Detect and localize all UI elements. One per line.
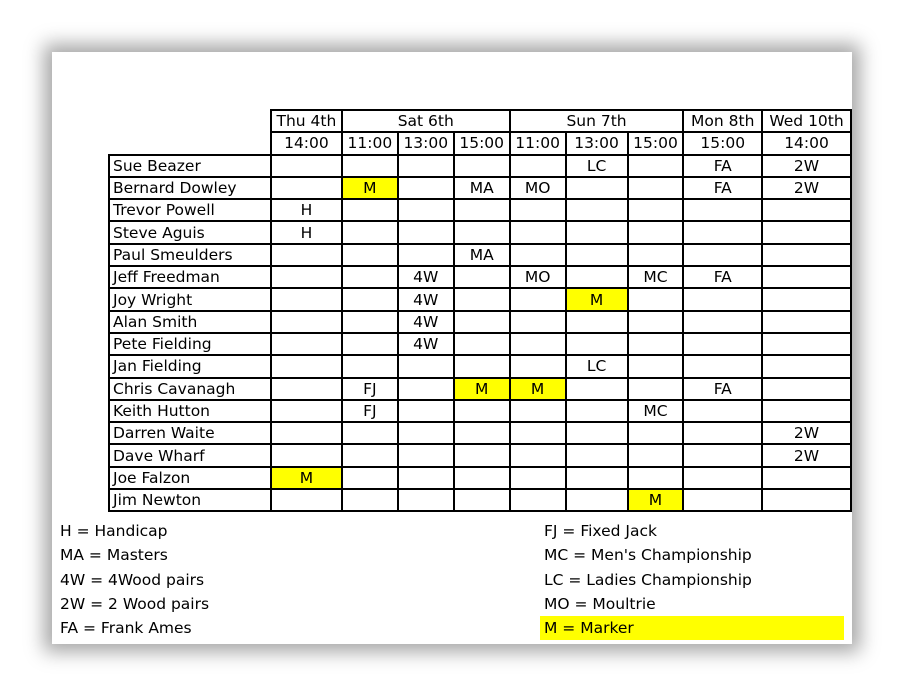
schedule-cell[interactable]: LC (566, 355, 628, 377)
schedule-cell[interactable] (454, 333, 510, 355)
corner-cell (109, 110, 271, 132)
schedule-cell[interactable] (342, 155, 398, 177)
schedule-cell[interactable] (762, 244, 851, 266)
player-name-cell[interactable]: Bernard Dowley (109, 177, 271, 199)
table-row (109, 489, 851, 511)
schedule-cell[interactable] (762, 266, 851, 288)
schedule-cell[interactable] (683, 467, 762, 489)
player-name-cell[interactable]: Trevor Powell (109, 199, 271, 221)
player-rows (109, 155, 851, 512)
player-name-cell[interactable]: Jeff Freedman (109, 266, 271, 288)
time-header: 14:00 (271, 132, 342, 154)
schedule-cell[interactable] (271, 177, 342, 199)
schedule-cell[interactable]: FA (683, 266, 762, 288)
time-header-row (109, 132, 851, 154)
schedule-cell[interactable] (510, 311, 566, 333)
schedule-cell[interactable] (762, 378, 851, 400)
schedule-cell[interactable]: 4W (398, 288, 454, 310)
player-name-cell[interactable]: Darren Waite (109, 422, 271, 444)
time-header: 15:00 (628, 132, 684, 154)
schedule-cell[interactable] (342, 467, 398, 489)
player-name-cell[interactable]: Joe Falzon (109, 467, 271, 489)
schedule-cell[interactable] (762, 467, 851, 489)
schedule-cell[interactable] (566, 400, 628, 422)
schedule-cell[interactable] (628, 288, 684, 310)
schedule-cell[interactable] (566, 467, 628, 489)
schedule-cell[interactable] (342, 221, 398, 243)
schedule-cell[interactable] (628, 378, 684, 400)
schedule-cell[interactable] (510, 333, 566, 355)
legend-item: H = Handicap (60, 522, 168, 540)
schedule-cell[interactable] (510, 221, 566, 243)
table-row (109, 355, 851, 377)
schedule-cell[interactable] (628, 199, 684, 221)
schedule-cell[interactable]: MO (510, 266, 566, 288)
corner-cell (109, 132, 271, 154)
schedule-cell[interactable] (398, 444, 454, 466)
legend-item: MC = Men's Championship (544, 546, 752, 565)
schedule-cell[interactable]: M (271, 467, 342, 489)
schedule-cell[interactable]: MA (454, 244, 510, 266)
schedule-cell[interactable] (566, 444, 628, 466)
player-name-cell[interactable]: Paul Smeulders (109, 244, 271, 266)
schedule-cell[interactable] (271, 489, 342, 511)
schedule-cell[interactable] (271, 155, 342, 177)
schedule-cell[interactable] (683, 489, 762, 511)
schedule-cell[interactable] (566, 221, 628, 243)
schedule-cell[interactable] (510, 489, 566, 511)
time-header: 15:00 (454, 132, 510, 154)
schedule-cell[interactable] (628, 221, 684, 243)
schedule-cell[interactable] (762, 355, 851, 377)
schedule-cell[interactable] (454, 311, 510, 333)
schedule-cell[interactable] (271, 311, 342, 333)
day-header-wed: Wed 10th (762, 110, 851, 132)
schedule-cell[interactable] (398, 355, 454, 377)
legend-left (56, 519, 209, 640)
legend-item: 2W = 2 Wood pairs (60, 594, 210, 613)
schedule-cell[interactable]: 2W (762, 444, 851, 466)
schedule-cell[interactable] (454, 355, 510, 377)
schedule-cell[interactable] (454, 221, 510, 243)
table-row (109, 155, 851, 177)
schedule-cell[interactable] (683, 422, 762, 444)
schedule-cell[interactable]: LC (566, 155, 628, 177)
schedule-cell[interactable] (398, 177, 454, 199)
schedule-cell[interactable] (454, 489, 510, 511)
legend-item: 4W = 4Wood pairs (60, 570, 205, 589)
schedule-cell[interactable] (454, 467, 510, 489)
schedule-cell[interactable] (454, 155, 510, 177)
table-row (109, 288, 851, 310)
schedule-cell[interactable]: FJ (342, 400, 398, 422)
schedule-cell[interactable] (762, 288, 851, 310)
schedule-cell[interactable]: M (510, 378, 566, 400)
schedule-cell[interactable] (398, 489, 454, 511)
schedule-cell[interactable] (762, 199, 851, 221)
table-row (109, 177, 851, 199)
player-name-cell[interactable]: Keith Hutton (109, 400, 271, 422)
schedule-cell[interactable] (510, 155, 566, 177)
player-name-cell[interactable]: Chris Cavanagh (109, 378, 271, 400)
table-row (109, 221, 851, 243)
player-name-cell[interactable]: Jim Newton (109, 489, 271, 511)
table-row (109, 422, 851, 444)
time-header: 15:00 (683, 132, 762, 154)
schedule-cell[interactable]: FA (683, 177, 762, 199)
schedule-cell[interactable] (683, 311, 762, 333)
schedule-cell[interactable] (342, 288, 398, 310)
schedule-cell[interactable] (566, 311, 628, 333)
schedule-cell[interactable] (342, 311, 398, 333)
schedule-cell[interactable] (628, 333, 684, 355)
day-header-thu: Thu 4th (271, 110, 342, 132)
time-header: 11:00 (510, 132, 566, 154)
schedule-cell[interactable] (271, 244, 342, 266)
schedule-cell[interactable] (271, 266, 342, 288)
schedule-cell[interactable] (566, 177, 628, 199)
spreadsheet-sheet (52, 52, 852, 644)
table-row (109, 199, 851, 221)
schedule-cell[interactable] (683, 333, 762, 355)
schedule-cell[interactable]: M (628, 489, 684, 511)
schedule-cell[interactable] (510, 467, 566, 489)
schedule-cell[interactable] (342, 333, 398, 355)
schedule-cell[interactable]: 4W (398, 266, 454, 288)
table-row (109, 467, 851, 489)
time-header: 13:00 (566, 132, 628, 154)
schedule-cell[interactable]: FJ (342, 378, 398, 400)
time-header: 13:00 (398, 132, 454, 154)
schedule-cell[interactable]: H (271, 221, 342, 243)
schedule-cell[interactable]: 2W (762, 177, 851, 199)
schedule-cell[interactable] (628, 444, 684, 466)
schedule-cell[interactable]: 4W (398, 333, 454, 355)
schedule-cell[interactable] (510, 422, 566, 444)
schedule-cell[interactable] (683, 221, 762, 243)
schedule-cell[interactable]: M (342, 177, 398, 199)
schedule-cell[interactable] (271, 444, 342, 466)
schedule-cell[interactable]: MC (628, 400, 684, 422)
schedule-table (108, 109, 852, 512)
schedule-cell[interactable] (628, 155, 684, 177)
schedule-cell[interactable] (683, 444, 762, 466)
table-row (109, 244, 851, 266)
schedule-cell[interactable] (342, 266, 398, 288)
table-row (109, 266, 851, 288)
time-header: 11:00 (342, 132, 398, 154)
day-header-sat: Sat 6th (342, 110, 510, 132)
schedule-cell[interactable] (566, 378, 628, 400)
schedule-cell[interactable] (454, 400, 510, 422)
schedule-cell[interactable] (454, 266, 510, 288)
schedule-cell[interactable] (683, 355, 762, 377)
schedule-cell[interactable] (683, 199, 762, 221)
schedule-cell[interactable]: 2W (762, 155, 851, 177)
schedule-cell[interactable] (398, 155, 454, 177)
schedule-cell[interactable] (454, 422, 510, 444)
schedule-cell[interactable] (398, 400, 454, 422)
schedule-cell[interactable]: H (271, 199, 342, 221)
schedule-cell[interactable] (510, 444, 566, 466)
legend-right (540, 519, 844, 640)
table-row (109, 311, 851, 333)
schedule-cell[interactable] (271, 288, 342, 310)
schedule-cell[interactable] (566, 199, 628, 221)
schedule-cell[interactable]: FA (683, 155, 762, 177)
schedule-cell[interactable] (342, 444, 398, 466)
legend-item: MO = Moultrie (544, 594, 656, 613)
player-name-cell[interactable]: Jan Fielding (109, 355, 271, 377)
schedule-cell[interactable]: MO (510, 177, 566, 199)
schedule-cell[interactable] (762, 489, 851, 511)
player-name-cell[interactable]: Pete Fielding (109, 333, 271, 355)
schedule-cell[interactable]: 4W (398, 311, 454, 333)
schedule-cell[interactable] (628, 422, 684, 444)
schedule-cell[interactable] (398, 199, 454, 221)
schedule-cell[interactable] (398, 244, 454, 266)
day-header-mon: Mon 8th (683, 110, 762, 132)
schedule-cell[interactable] (271, 378, 342, 400)
player-name-cell[interactable]: Steve Aguis (109, 221, 271, 243)
schedule-cell[interactable] (454, 288, 510, 310)
schedule-cell[interactable] (398, 378, 454, 400)
schedule-cell[interactable]: M (454, 378, 510, 400)
day-header-sun: Sun 7th (510, 110, 684, 132)
schedule-cell[interactable] (762, 400, 851, 422)
schedule-cell[interactable] (398, 422, 454, 444)
schedule-cell[interactable] (762, 333, 851, 355)
schedule-cell[interactable] (454, 199, 510, 221)
schedule-cell[interactable]: MA (454, 177, 510, 199)
schedule-cell[interactable] (628, 311, 684, 333)
player-name-cell[interactable]: Alan Smith (109, 311, 271, 333)
legend-item: LC = Ladies Championship (544, 570, 752, 589)
schedule-cell[interactable] (566, 244, 628, 266)
schedule-cell[interactable] (762, 311, 851, 333)
schedule-cell[interactable] (342, 244, 398, 266)
schedule-cell[interactable] (342, 199, 398, 221)
schedule-cell[interactable] (683, 400, 762, 422)
schedule-cell[interactable] (566, 333, 628, 355)
schedule-cell[interactable] (510, 244, 566, 266)
table-row (109, 400, 851, 422)
schedule-cell[interactable]: FA (683, 378, 762, 400)
schedule-cell[interactable] (628, 355, 684, 377)
time-header: 14:00 (762, 132, 851, 154)
schedule-cell[interactable] (510, 355, 566, 377)
schedule-cell[interactable] (683, 288, 762, 310)
schedule-cell[interactable] (683, 244, 762, 266)
day-header-row (109, 110, 851, 132)
player-name-cell[interactable]: Dave Wharf (109, 444, 271, 466)
schedule-cell[interactable] (271, 333, 342, 355)
legend-item-marker: M = Marker (540, 616, 844, 640)
schedule-cell[interactable]: 2W (762, 422, 851, 444)
schedule-cell[interactable] (510, 400, 566, 422)
schedule-cell[interactable]: MC (628, 266, 684, 288)
player-name-cell[interactable]: Joy Wright (109, 288, 271, 310)
schedule-cell[interactable] (510, 288, 566, 310)
schedule-cell[interactable] (342, 355, 398, 377)
schedule-cell[interactable] (398, 467, 454, 489)
schedule-cell[interactable] (566, 266, 628, 288)
legend-item: MA = Masters (60, 546, 168, 565)
schedule-cell[interactable] (510, 199, 566, 221)
schedule-cell[interactable]: M (566, 288, 628, 310)
player-name-cell[interactable]: Sue Beazer (109, 155, 271, 177)
schedule-cell[interactable] (566, 489, 628, 511)
table-row (109, 378, 851, 400)
schedule-cell[interactable] (271, 400, 342, 422)
schedule-cell[interactable] (398, 221, 454, 243)
schedule-cell[interactable] (628, 467, 684, 489)
schedule-cell[interactable] (454, 444, 510, 466)
schedule-cell[interactable] (271, 422, 342, 444)
schedule-cell[interactable] (566, 422, 628, 444)
schedule-cell[interactable] (628, 177, 684, 199)
table-row (109, 333, 851, 355)
schedule-cell[interactable] (628, 244, 684, 266)
legend-item: FJ = Fixed Jack (544, 522, 657, 540)
table-row (109, 444, 851, 466)
schedule-cell[interactable] (271, 355, 342, 377)
legend-item: FA = Frank Ames (60, 619, 192, 638)
schedule-cell[interactable] (342, 422, 398, 444)
schedule-cell[interactable] (342, 489, 398, 511)
schedule-cell[interactable] (762, 221, 851, 243)
